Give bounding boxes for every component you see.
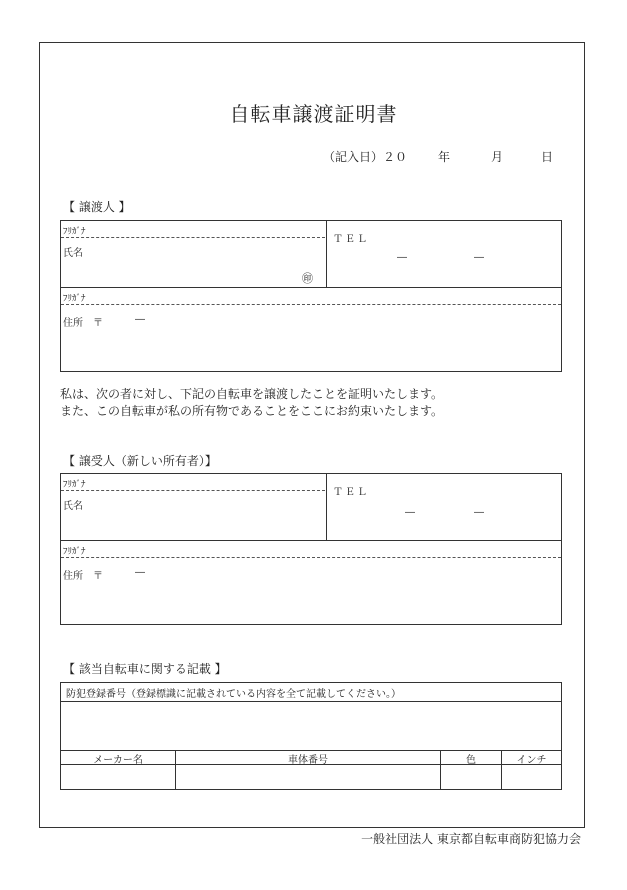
date-month-unit: 月 <box>491 150 504 164</box>
transferor-tel-dash-2: ― <box>474 252 484 263</box>
transferee-heading: 【 譲受人（新しい所有者）】 <box>63 454 217 468</box>
color-field[interactable] <box>441 765 501 789</box>
transferee-name-field[interactable] <box>61 491 325 539</box>
transferee-tel-field[interactable] <box>327 497 561 539</box>
transferor-tel-field[interactable] <box>327 244 561 286</box>
transferor-tel-dash-1: ― <box>397 252 407 263</box>
column-frame-number-label: 車体番号 <box>288 755 328 766</box>
frame-number-field[interactable] <box>176 765 440 789</box>
transferor-name-label: 氏名 <box>63 248 83 259</box>
transferor-name-field[interactable] <box>61 238 325 286</box>
transferee-name-label: 氏名 <box>63 501 83 512</box>
inch-field[interactable] <box>502 765 561 789</box>
issuer-footer: 一般社団法人 東京都自転車商防犯協力会 <box>361 832 581 846</box>
maker-field[interactable] <box>61 765 175 789</box>
date-era-digits: ２０ <box>383 150 408 164</box>
transferee-address-furigana-label: ﾌﾘｶﾞﾅ <box>63 547 86 557</box>
seal-icon: ㊞ <box>302 272 313 285</box>
transferor-address-furigana-label: ﾌﾘｶﾞﾅ <box>63 294 86 304</box>
transferee-address-label: 住所 <box>63 571 83 582</box>
column-color-label: 色 <box>466 755 476 766</box>
document-title: 自転車譲渡証明書 <box>229 102 398 126</box>
date-prefix: （記入日） <box>323 150 384 164</box>
transferor-postal-mark: 〒 <box>93 318 103 329</box>
date-year-unit: 年 <box>438 150 451 164</box>
transferee-furigana-label: ﾌﾘｶﾞﾅ <box>63 480 86 490</box>
registration-label: 防犯登録番号（登録標識に記載されている内容を全て記載してください。） <box>66 689 401 700</box>
transferor-address-field[interactable] <box>61 305 561 371</box>
transferor-furigana-label: ﾌﾘｶﾞﾅ <box>63 227 86 237</box>
transferee-postal-dash: ― <box>135 567 145 578</box>
transferee-postal-mark: 〒 <box>93 571 103 582</box>
statement-line-2: また、この自転車が私の所有物であることをここにお約束いたします。 <box>60 404 444 418</box>
registration-field[interactable] <box>61 702 561 750</box>
column-maker-label: メーカー名 <box>93 755 143 766</box>
transferor-tel-label: ＴＥＬ <box>333 234 369 245</box>
column-inch-label: インチ <box>516 755 547 766</box>
transferor-postal-dash: ― <box>135 314 145 325</box>
transferee-address-field[interactable] <box>61 558 561 624</box>
transferor-row-line <box>60 287 562 288</box>
statement-line-1: 私は、次の者に対し、下記の自転車を譲渡したことを証明いたします。 <box>60 387 444 401</box>
transferee-tel-label: ＴＥＬ <box>333 487 369 498</box>
transferee-tel-dash-1: ― <box>405 507 415 518</box>
transferor-heading: 【 譲渡人 】 <box>63 200 131 214</box>
bicycle-heading: 【 該当自転車に関する記載 】 <box>63 662 227 676</box>
date-day-unit: 日 <box>541 150 554 164</box>
transferee-row-line <box>60 540 562 541</box>
transferor-address-label: 住所 <box>63 318 83 329</box>
transferee-tel-dash-2: ― <box>474 507 484 518</box>
